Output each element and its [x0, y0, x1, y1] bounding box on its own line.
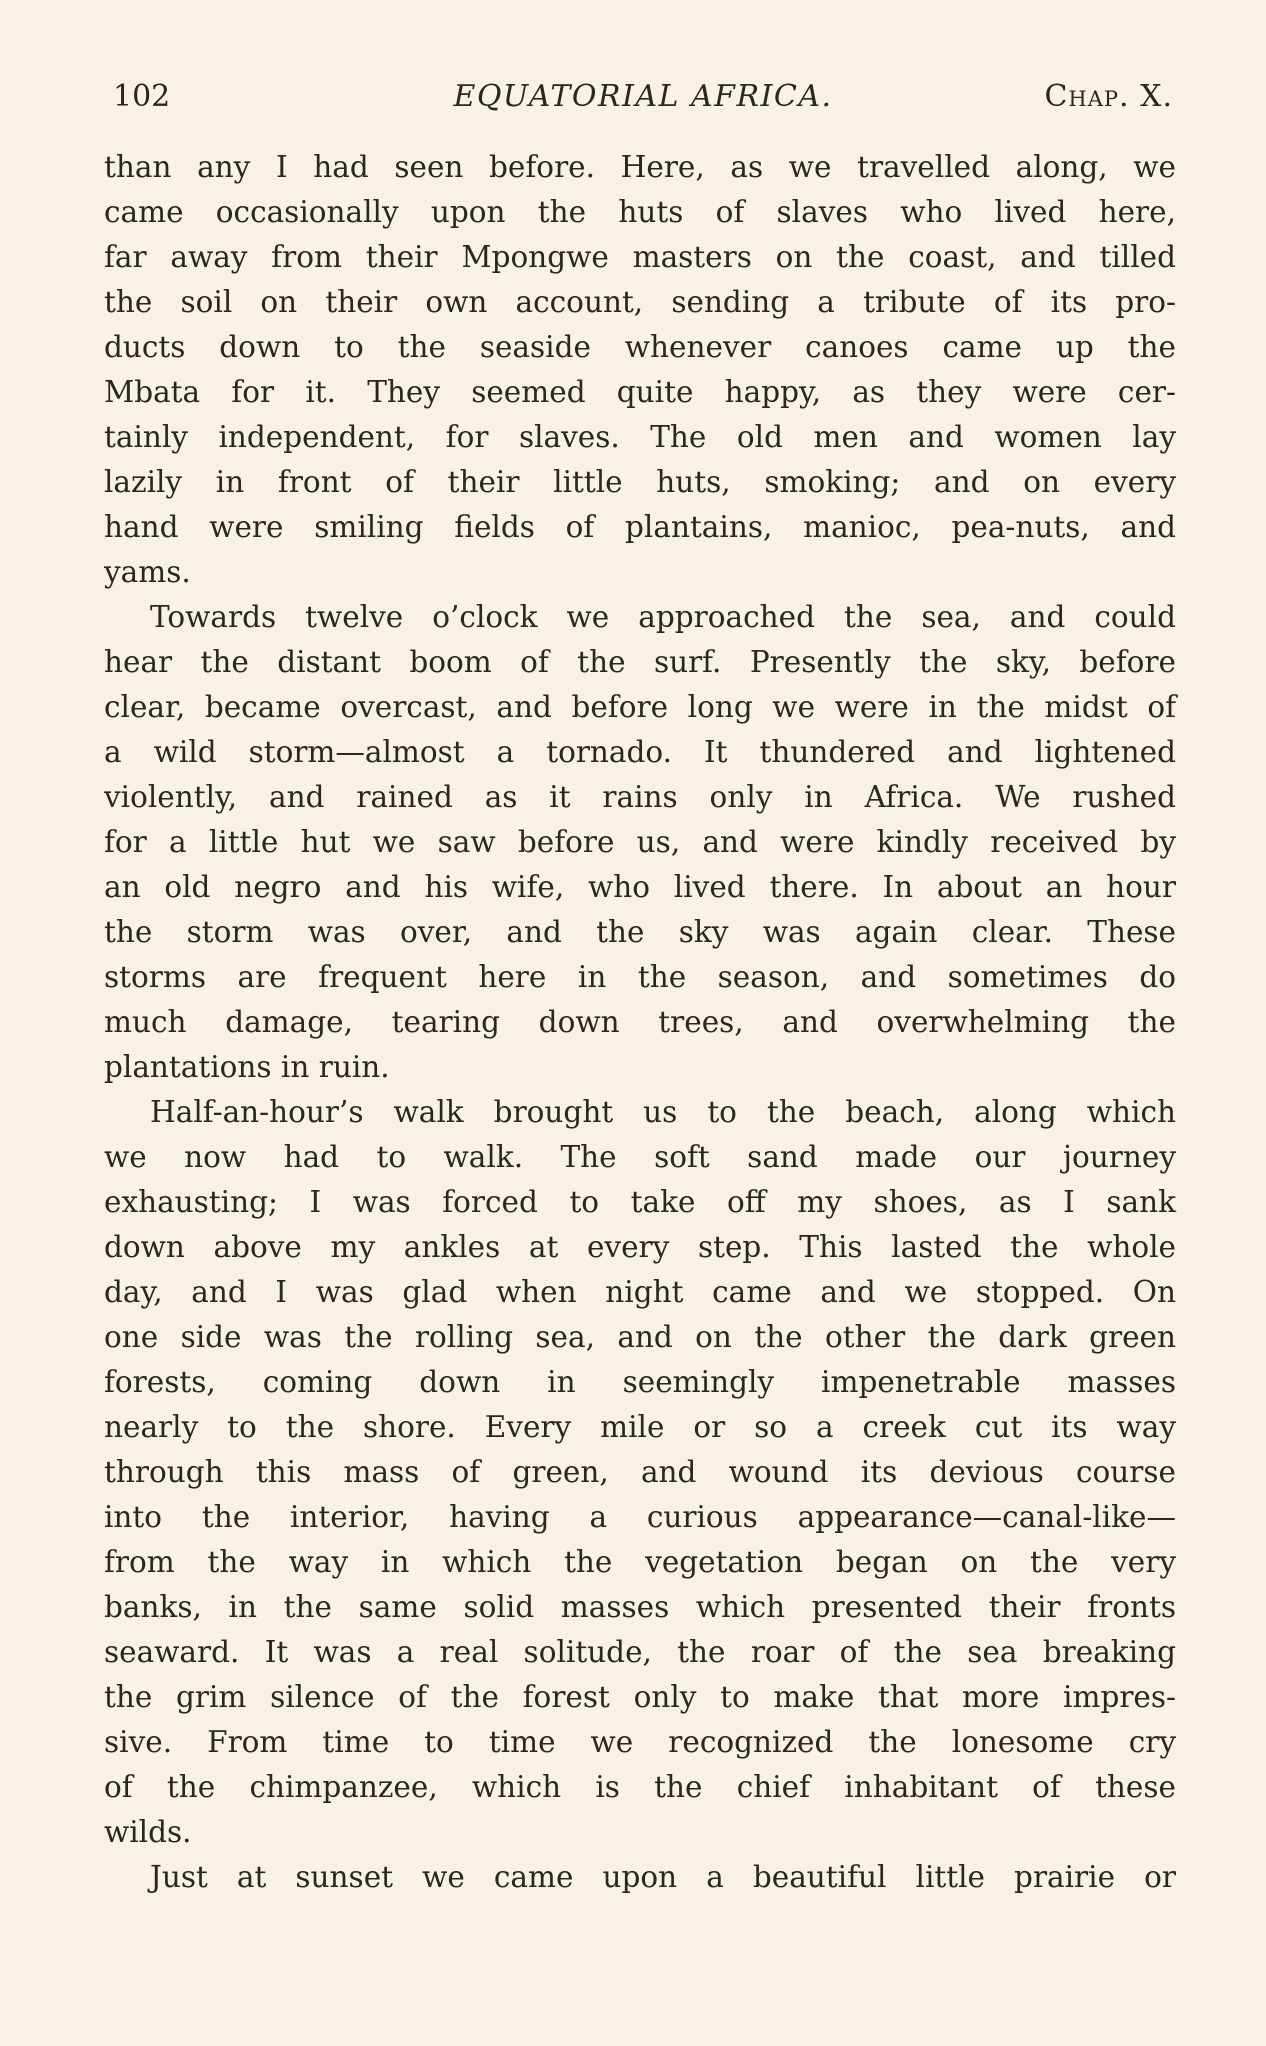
text-line: hand were smiling fields of plantains, manioc, pea-nuts, and [104, 510, 1176, 544]
text-line: plantations in ruin. [104, 1050, 390, 1084]
text-line: clear, became overcast, and before long we were in the midst of [104, 690, 1176, 724]
text-line: came occasionally upon the huts of slaves who lived here, [104, 195, 1176, 229]
text-line: forests, coming down in seemingly impenetrable masses [104, 1365, 1176, 1399]
text-line: exhausting; I was forced to take off my shoes, as I sank [104, 1185, 1176, 1219]
text-line: the grim silence of the forest only to make that more impres- [104, 1680, 1176, 1714]
text-line: Just at sunset we came upon a beautiful little prairie or [150, 1860, 1176, 1894]
text-line: into the interior, having a curious appearance—canal-like— [104, 1500, 1176, 1534]
body-text [104, 145, 1176, 1900]
text-line: than any I had seen before. Here, as we travelled along, we [104, 150, 1176, 184]
text-line: violently, and rained as it rains only in Africa. We rushed [104, 780, 1176, 814]
text-line: much damage, tearing down trees, and overwhelming the [104, 1005, 1176, 1039]
text-line: wilds. [104, 1815, 192, 1849]
text-line: one side was the rolling sea, and on the other the dark green [104, 1320, 1176, 1354]
text-line: we now had to walk. The soft sand made our journey [104, 1140, 1176, 1174]
text-line: down above my ankles at every step. This lasted the whole [104, 1230, 1176, 1264]
text-line: lazily in front of their little huts, smoking; and on every [104, 465, 1176, 499]
running-head [113, 72, 1173, 122]
running-title: EQUATORIAL AFRICA. [453, 79, 833, 114]
text-line: far away from their Mpongwe masters on the coast, and tilled [104, 240, 1176, 274]
text-line: banks, in the same solid masses which presented their fronts [104, 1590, 1176, 1624]
text-line: from the way in which the vegetation began on the very [104, 1545, 1176, 1579]
text-line: Half-an-hour’s walk brought us to the beach, along which [150, 1095, 1176, 1129]
text-line: a wild storm—almost a tornado. It thundered and lightened [104, 735, 1176, 769]
text-line: sive. From time to time we recognized the lonesome cry [104, 1725, 1176, 1759]
text-line: day, and I was glad when night came and we stopped. On [104, 1275, 1176, 1309]
text-line: for a little hut we saw before us, and were kindly received by [104, 825, 1176, 859]
text-line: an old negro and his wife, who lived there. In about an hour [104, 870, 1176, 904]
page-number: 102 [113, 79, 171, 114]
text-line: the storm was over, and the sky was again clear. These [104, 915, 1176, 949]
text-line: storms are frequent here in the season, and sometimes do [104, 960, 1176, 994]
text-line: ducts down to the seaside whenever canoes came up the [104, 330, 1176, 364]
text-line: Towards twelve o’clock we approached the sea, and could [150, 600, 1176, 634]
text-line: of the chimpanzee, which is the chief inhabitant of these [104, 1770, 1176, 1804]
text-line: yams. [104, 555, 191, 589]
text-line: Mbata for it. They seemed quite happy, as they were cer- [104, 375, 1176, 409]
text-line: seaward. It was a real solitude, the roar of the sea breaking [104, 1635, 1176, 1669]
text-line: the soil on their own account, sending a tribute of its pro- [104, 285, 1176, 319]
text-line: hear the distant boom of the surf. Presently the sky, before [104, 645, 1176, 679]
text-line: nearly to the shore. Every mile or so a creek cut its way [104, 1410, 1176, 1444]
text-line: through this mass of green, and wound its devious course [104, 1455, 1176, 1489]
chapter-reference: Chap. X. [1044, 79, 1173, 114]
text-line: tainly independent, for slaves. The old men and women lay [104, 420, 1176, 454]
